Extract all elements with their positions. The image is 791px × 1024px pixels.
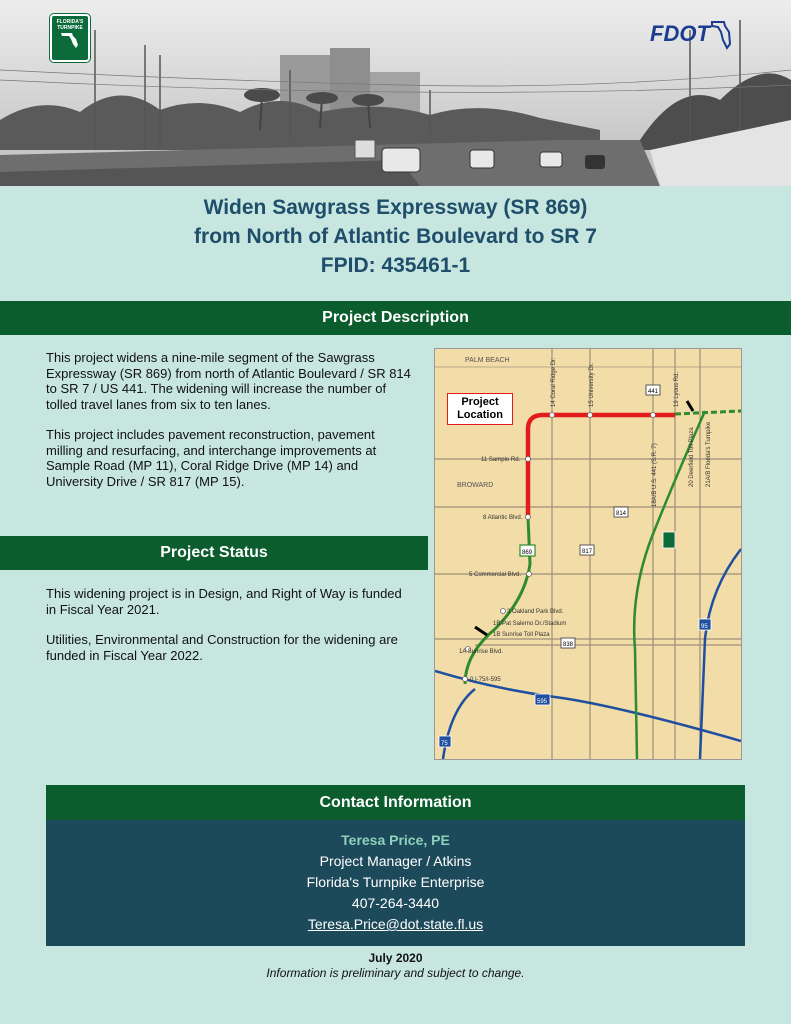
- contact-information-heading: [46, 785, 745, 820]
- project-description-heading-text: Project Description: [322, 309, 469, 326]
- contact-information-heading-text: Contact Information: [319, 793, 472, 811]
- title-line-2: from North of Atlantic Boulevard to SR 7: [194, 225, 597, 248]
- map-label-broward: BROWARD: [457, 482, 494, 489]
- florida-state-icon: [60, 31, 80, 49]
- turnpike-shield-icon: [663, 532, 675, 548]
- map-exit-19: 19 Lyons Rd.: [674, 371, 680, 407]
- map-exit-1a: 1A Sunrise Blvd.: [459, 649, 504, 655]
- map-label-palm-beach: PALM BEACH: [465, 357, 510, 364]
- map-exit-21: 21A/B Florida's Turnpike: [706, 421, 712, 487]
- project-location-map: [434, 348, 742, 760]
- turnpike-logo-text: FLORIDA'S TURNPIKE: [56, 19, 84, 31]
- shield-441-label: 441: [648, 389, 659, 395]
- map-exit-11: 11 Sample Rd.: [481, 457, 521, 463]
- shield-814-icon: [614, 507, 628, 517]
- shield-838-icon: [561, 638, 575, 648]
- map-exit-0: 0 I-75/I-595: [470, 677, 501, 683]
- shield-869-label: 869: [522, 550, 533, 556]
- shield-814-label: 814: [616, 511, 627, 517]
- map-exit-1b-toll: 1B Sunrise Toll Plaza: [493, 632, 550, 638]
- project-location-label: Project Location: [457, 396, 503, 421]
- project-location-callout: [447, 393, 513, 425]
- contact-role: Project Manager / Atkins: [319, 853, 472, 869]
- map-exit-20: 20 Deerfield Toll Plaza: [689, 427, 695, 487]
- map-exit-5: 5 Commercial Blvd.: [469, 572, 522, 578]
- status-paragraph-2: Utilities, Environmental and Construction for the widening are funded in Fiscal Year 2022.: [46, 632, 398, 663]
- title-line-1: Widen Sawgrass Expressway (SR 869): [203, 196, 588, 219]
- title-fpid: FPID: 435461-1: [320, 254, 471, 277]
- shield-817-icon: [580, 545, 594, 555]
- page-title: [0, 193, 791, 280]
- contact-name: Teresa Price, PE: [341, 832, 450, 848]
- shield-75-icon: [439, 736, 451, 747]
- fdot-logo: [650, 18, 732, 50]
- footer: [0, 951, 791, 981]
- shield-817-label: 817: [582, 549, 593, 555]
- project-description-body: [46, 350, 411, 504]
- map-exit-1b: 1B Pat Salerno Dr./Stadium: [493, 621, 567, 627]
- fdot-logo-text: FDOT: [650, 21, 710, 46]
- map-exit-15: 15 University Dr.: [589, 362, 595, 407]
- header-photo: [0, 0, 791, 186]
- florida-outline-icon: [710, 18, 732, 50]
- project-description-heading: [0, 301, 791, 335]
- project-status-body: [46, 586, 411, 678]
- shield-595-icon: [535, 694, 550, 705]
- map-exit-3: 3 Oakland Park Blvd.: [507, 609, 564, 615]
- shield-95-label: 95: [701, 624, 708, 630]
- turnpike-logo: [50, 14, 90, 62]
- map-exit-18: 18A/B U.S. 441 (S.R. 7): [652, 443, 658, 507]
- map-exit-8: 8 Atlantic Blvd.: [483, 515, 523, 521]
- project-status-heading-text: Project Status: [160, 544, 268, 561]
- contact-phone: 407-264-3440: [351, 895, 440, 911]
- project-status-heading: [0, 536, 428, 570]
- shield-595-label: 595: [537, 699, 548, 705]
- shield-75-label: 75: [441, 741, 448, 747]
- contact-organization: Florida's Turnpike Enterprise: [306, 874, 485, 890]
- footer-date: July 2020: [368, 951, 423, 965]
- map-exit-14: 14 Coral Ridge Dr.: [551, 357, 557, 407]
- contact-email-link[interactable]: Teresa.Price@dot.state.fl.us: [307, 916, 484, 932]
- description-paragraph-2: This project includes pavement reconstruction, pavement milling and resurfacing, and interchange improvements at Sample Road (MP 11), Coral Ridge Drive (MP 14) and University Drive / SR 817 (MP 15).: [46, 427, 377, 489]
- shield-441-icon: [646, 385, 660, 395]
- shield-838-label: 838: [563, 642, 574, 648]
- status-paragraph-1: This widening project is in Design, and Right of Way is funded in Fiscal Year 2021.: [46, 586, 402, 617]
- description-paragraph-1: This project widens a nine-mile segment of the Sawgrass Expressway (SR 869) from north of Atlantic Boulevard / SR 814 to SR 7 / US 441. The widening will increase the number of tolled travel lanes from six to ten lanes.: [46, 350, 411, 412]
- footer-disclaimer: Information is preliminary and subject to change.: [266, 966, 525, 980]
- shield-95-icon: [699, 619, 711, 630]
- contact-panel: [46, 820, 745, 946]
- shield-869-icon: [520, 545, 535, 556]
